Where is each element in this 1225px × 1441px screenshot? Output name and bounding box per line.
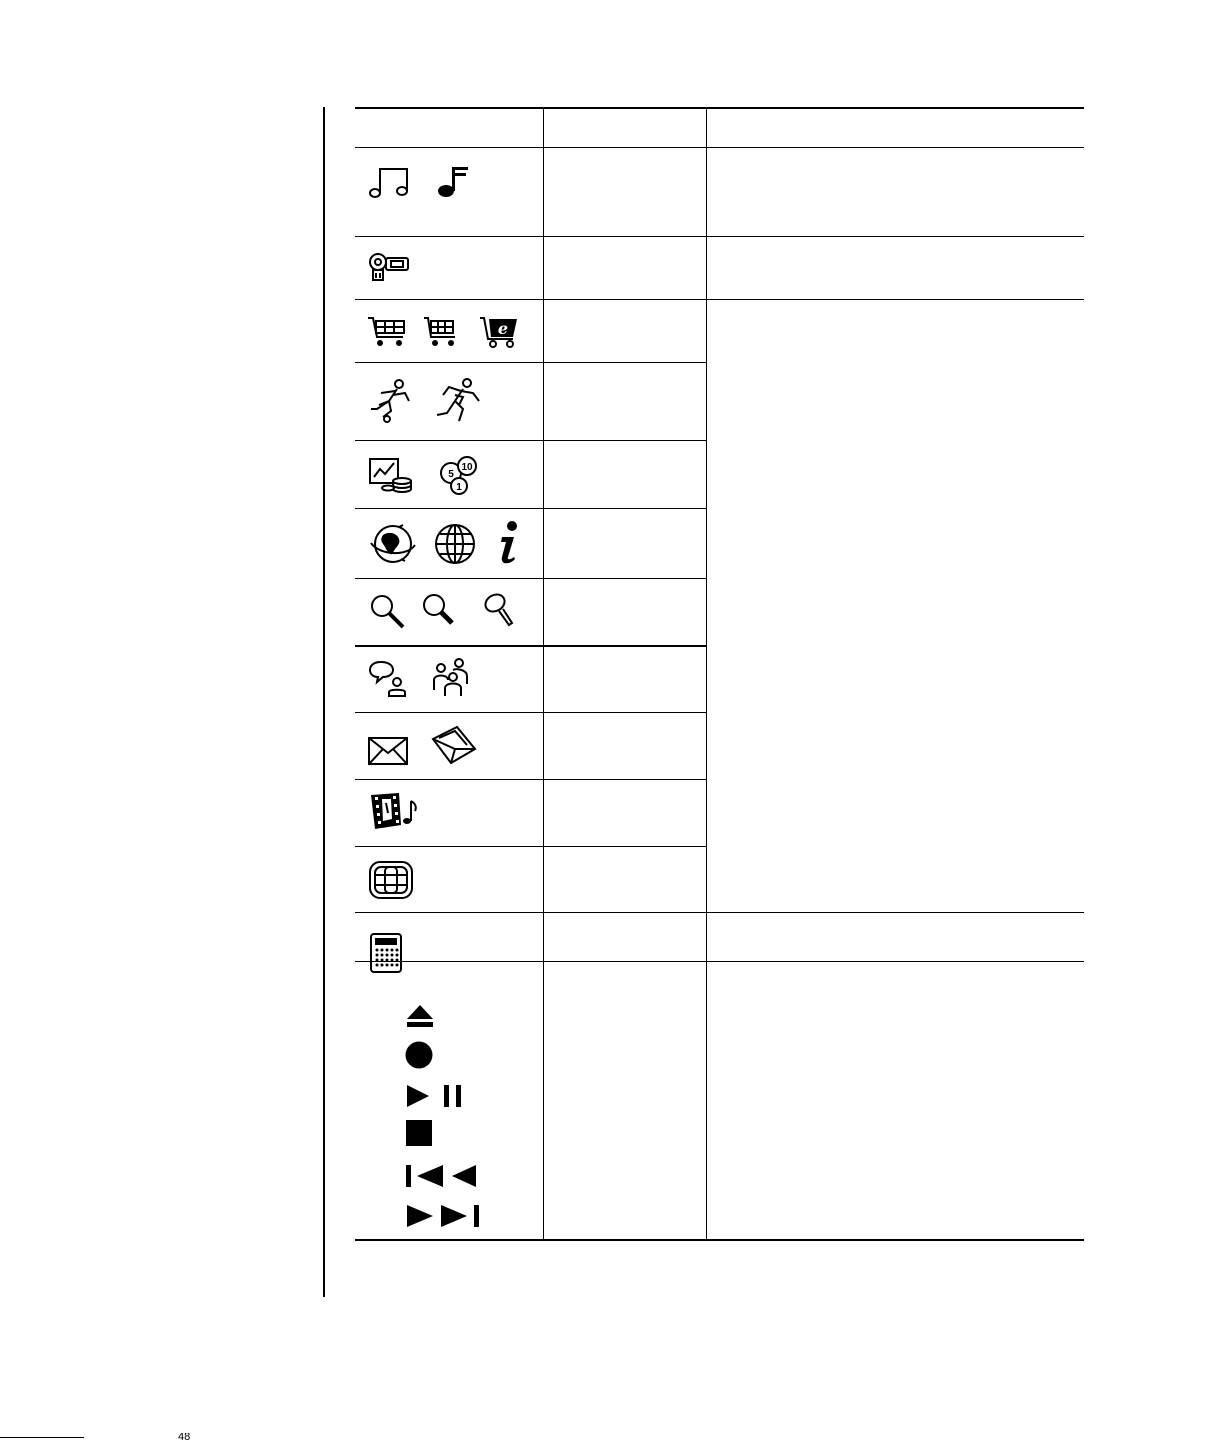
row-rule xyxy=(355,712,707,713)
shopping-cart-small-icon xyxy=(423,315,459,347)
stop-icon xyxy=(406,1120,432,1146)
open-envelope-icon xyxy=(431,725,477,767)
footer-rule xyxy=(0,1437,84,1438)
coins-icon xyxy=(439,455,479,495)
row-rule xyxy=(355,578,707,579)
column-rule xyxy=(706,107,707,1241)
row-rule xyxy=(355,912,1084,913)
envelope-icon xyxy=(368,737,408,765)
runner-icon xyxy=(435,377,483,423)
magnifier-small-icon xyxy=(422,593,458,629)
previous-icon xyxy=(405,1164,445,1188)
magnifier-icon xyxy=(369,593,407,631)
icon-table xyxy=(355,107,1084,1241)
row-rule xyxy=(355,645,707,647)
camcorder-icon xyxy=(369,252,411,282)
row-rule xyxy=(355,846,707,847)
svg-text:e: e xyxy=(497,319,509,338)
chat-person-icon xyxy=(369,660,411,698)
margin-rule xyxy=(323,107,325,1297)
row-rule xyxy=(355,779,707,780)
record-icon xyxy=(405,1041,433,1069)
next-icon xyxy=(440,1204,482,1228)
film-music-icon xyxy=(369,791,419,831)
rewind-icon xyxy=(451,1164,477,1188)
stock-chart-coins-icon xyxy=(368,457,414,493)
calculator-icon xyxy=(370,933,402,973)
magnifier-tilted-icon xyxy=(481,591,515,631)
tv-screen-icon xyxy=(369,861,413,899)
music-notes-icon xyxy=(369,165,415,199)
world-globe-icon xyxy=(369,521,417,567)
row-rule xyxy=(355,299,1084,300)
music-note-icon xyxy=(437,165,471,199)
eject-icon xyxy=(406,1004,434,1028)
globe-icon xyxy=(433,523,477,565)
soccer-player-icon xyxy=(369,379,411,423)
people-icon xyxy=(431,658,471,698)
fast-forward-icon xyxy=(406,1204,434,1228)
svg-text:5: 5 xyxy=(448,469,454,480)
table-bottom-rule xyxy=(355,1239,1084,1241)
row-rule xyxy=(355,362,707,363)
e-shopping-cart-icon xyxy=(479,313,519,349)
svg-text:10: 10 xyxy=(461,462,473,473)
row-rule xyxy=(355,508,707,509)
shopping-cart-icon xyxy=(367,315,407,347)
row-rule xyxy=(355,236,1084,237)
play-icon xyxy=(406,1084,430,1108)
info-icon xyxy=(498,521,522,565)
table-top-rule xyxy=(355,107,1084,109)
row-rule xyxy=(355,961,1084,962)
page-number-fragment: 48 xyxy=(178,1433,191,1441)
pause-icon xyxy=(443,1084,463,1108)
column-rule xyxy=(543,107,544,1241)
row-rule xyxy=(355,147,1084,148)
svg-text:1: 1 xyxy=(456,482,462,493)
row-rule xyxy=(355,440,707,441)
